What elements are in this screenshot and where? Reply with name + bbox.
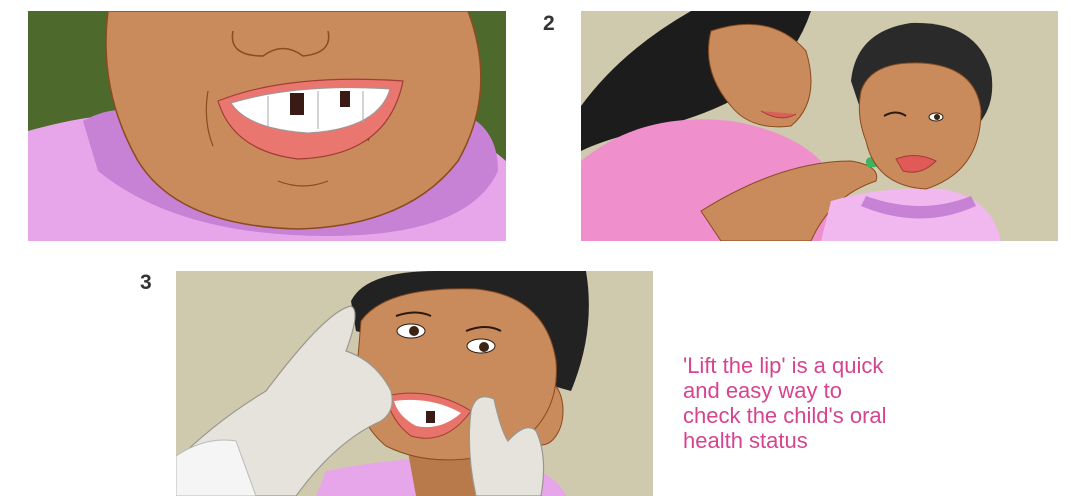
illustration-panel-3 <box>176 271 653 496</box>
illustration-panel-2 <box>581 11 1058 241</box>
caption-text: 'Lift the lip' is a quick and easy way to check the child's oral health status <box>683 353 887 453</box>
panel-number-2: 2 <box>543 12 555 35</box>
illustration-panel-1 <box>28 11 506 241</box>
panel-number-3: 3 <box>140 271 152 294</box>
